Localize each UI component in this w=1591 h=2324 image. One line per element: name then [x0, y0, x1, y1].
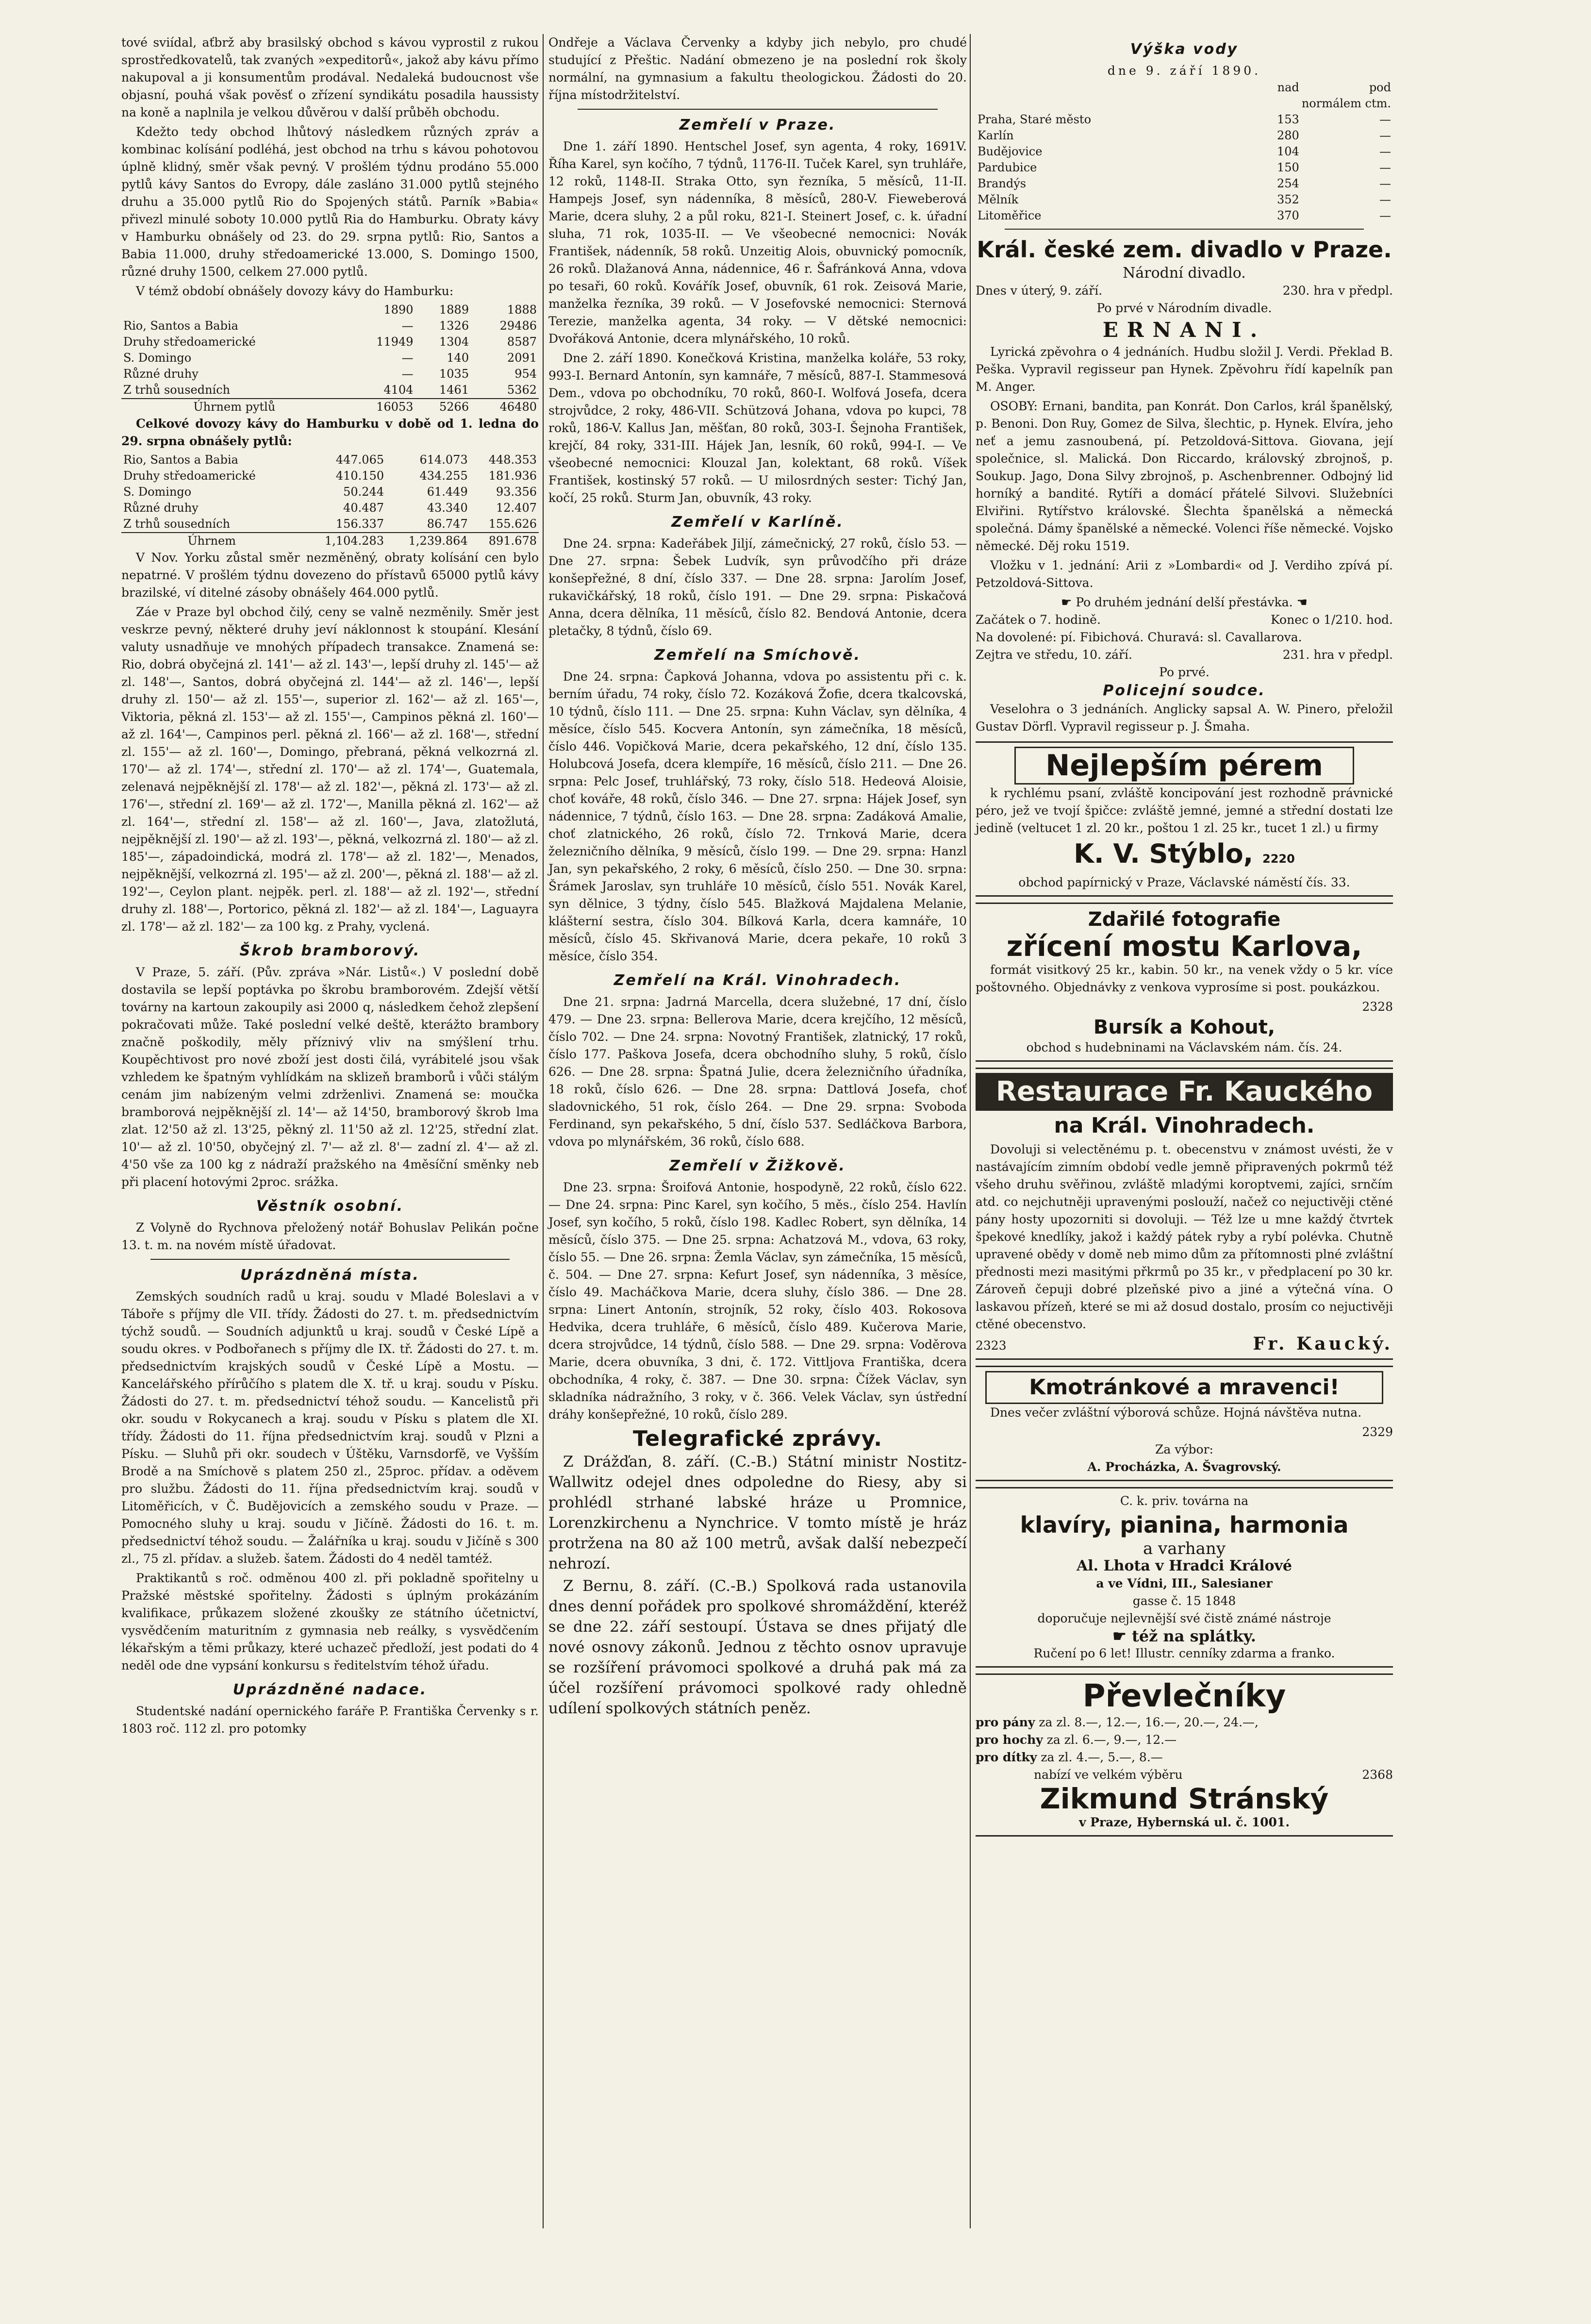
table-cell: 1,104.283 — [324, 534, 384, 548]
advert-footer: Ručení po 6 let! Illustr. cenníky zdarma a franko. — [1033, 1646, 1335, 1660]
divider — [150, 1259, 510, 1260]
paragraph: Kdežto tedy obchod lhůtový následkem různých zpráv a kombinac kolísání podléhá, jest obchod na trhu s kávou pohotovou úplně klidný, směr však pevný. V prošlém týdnu prodáno 55.000 pytlů kávy Santos do Evropy, dále zasláno 31.000 pytlů stejného druhu a 35.000 pytlů Rio do Spojených států. Parník »Babia« přivezl minulé soboty 10.000 pytlů Ria do Hamburku. Obraty kávy v Hamburku obnášely od 23. do 29. srpna pytlů: Rio, Santos a Babia 11.000, druhy středoamerické 13.000, S. Domingo 1500, různé druhy 1500, celkem 27.000 pytlů. — [121, 125, 539, 279]
advert-restaurant — [976, 1068, 1393, 1360]
advert-number: 2368 — [1362, 1768, 1393, 1782]
advert-number: 2329 — [1362, 1425, 1393, 1439]
table-row — [976, 208, 1393, 224]
table-cell — [976, 80, 1208, 96]
table-cell: — — [401, 351, 414, 365]
intermission-note — [976, 594, 1393, 611]
play-title: Policejní soudce. — [1103, 682, 1266, 699]
advert-firm: Zikmund Stránský — [1040, 1782, 1329, 1815]
table-cell: — — [1379, 129, 1391, 142]
advert-number: 2328 — [1362, 1000, 1393, 1014]
paragraph: Dne 24. srpna: Čapková Johanna, vdova po assistentu při c. k. berním úřadu, 74 roky, číslo 72. Kozáková Žofie, dcera tkalcovská, 10 týdnů, číslo 111. — Dne 25. srpna: Kuhn Václav, syn dělníka, 4 měsíce, číslo 545. Kocvera Antonín, syn zámečníka, 18 měsíců, číslo 446. Vopičková Marie, dcera pekařského, 12 dní, číslo 135. Holubcová Josefa, dcera klempíře, 16 měsíců, číslo 211. — Dne 26. srpna: Pelc Josef, truhlářský, 73 roky, číslo 518. Hedeová Aloisie, choť kováře, 48 roků, číslo 346. — Dne 27. srpna: Hájek Josef, syn nádennice, 7 týdnů, číslo 163. — Dne 28. srpna: Zadáková Amalie, choť zlatnického, 26 roků, číslo 72. Trnková Marie, dcera železničního dělníka, 9 měsíců, číslo 199. — Dne 29. srpna: Hanzl Jan, syn pekařského, 2 roky, 6 měsíců, číslo 250. — Dne 30. srpna: Šrámek Jaroslav, syn truhláře 10 měsíců, číslo 551. Novák Karel, syn dělnice, 3 týdny, číslo 545. Blažková Majdalena Melanie, klášterní sestra, číslo 304. Bílková Karla, dcera kamnáře, 10 měsíců, číslo 45. Skřivanová Marie, dcera pekaře, 10 roků 3 měsíce, číslo 354. — [548, 669, 967, 963]
table-cell: Z trhů sousedních — [123, 383, 231, 397]
table-cell: 1890 — [383, 303, 414, 317]
table-row — [121, 382, 539, 399]
paragraph: Dne 23. srpna: Šroifová Antonie, hospodyně, 22 roků, číslo 622. — Dne 24. srpna: Pinc Karel, syn kočího, 5 měs., číslo 254. Havlín Josef, syn kočího, 5 roků, číslo 198. Kadlec Robert, syn dělníka, 14 měsíců, číslo 375. — Dne 25. srpna: Achatzová M., vdova, 63 roky, číslo 55. — Dne 26. srpna: Žemla Václav, syn zámečníka, 15 měsíců, č. 504. — Dne 27. srpna: Kefurt Josef, syn nádenníka, 3 měsíce, číslo 49. Macháčkova Marie, dcera sluhy, číslo 386. — Dne 28. srpna: Linert Antonín, strojník, 52 roky, číslo 403. Rokosova Hedvika, dcera truhláře, 6 měsíců, číslo 489. Kučerova Marie, dcera strojvůdce, 14 týdnů, číslo 588. — Dne 29. srpna: Voděrova Marie, dcera obuvníka, 3 dni, č. 172. Vittljova Františka, dcera obchodníka, 4 roky, č. 387. — Dne 30. srpna: Čížek Václav, syn skladníka nádražního, 3 roky, v č. 366. Velek Václav, syn ústřední dráhy konšepřežné, 10 roků, číslo 289. — [548, 1180, 967, 1421]
paragraph: Praktikantů s roč. odměnou 400 zl. při pokladně spořitelny u Pražské městské spořitelny. Žádosti s úplným prokázáním kvalifikace, průkazem složené zkoušky ze státního účetnictví, vysvědčením maturitním z gymnasia neb reálky, s vysvědčením lékařským a těmi průkazy, které uchazeč předloží, jest podati do 4 neděl ode dne vypsání konkursu s ředitelstvím téhož úřadu. — [121, 1571, 539, 1672]
section-heading: Uprázdněné nadace. — [232, 1681, 428, 1698]
paragraph: V Praze, 5. září. (Pův. zpráva »Nár. Listů«.) V poslední době dostavila se lepší poptávka po škrobu bramborovém. Zdejší větší továrny na kartoun zakoupily asi 2000 q, následkem čehož zlepšení pokračovati může. Také poslední velké deště, kterážto brambory značně poškodily, měly příznivý vliv na smýšlení trhu. Koupěchtivost pro nové zboží jest dosti čilá, vyrábitelé jsou však vzhledem ke špatným vyhlídkám na sklizeň bramborů i vůči stálým cenám jim nabízeným velmi zdrženlivi. Znamená se: moučka bramborová nejpěknější zl. 14'— až 14'50, bramborový škrob lma zlat. 12'50 až zl. 13'25, pěkný zl. 11'50 až zl. 12'25, střední zlat. 10'— až zl. 10'50, obyčejný zl. 7'— až zl. 8'— zadní zl. 4'— až zl. 4'50 vše za 100 kg z nádraží pražského na 4měsíční směnky neb při placení hotovými 2proc. srážka. — [121, 965, 539, 1189]
theatre-date: Dnes v úterý, 9. září. — [976, 284, 1103, 298]
advert-firm: Fr. Kaucký. — [1253, 1334, 1393, 1354]
table-cell: 46480 — [499, 400, 537, 414]
table-cell: 29486 — [499, 319, 537, 333]
advert-number: 1848 — [1205, 1594, 1236, 1608]
advert-subtitle: a varhany — [1143, 1539, 1226, 1558]
firm-name: K. V. Stýblo, — [1074, 838, 1254, 869]
table-header-row — [121, 302, 539, 318]
table-cell: 280 — [1276, 129, 1299, 142]
paragraph: Z Bernu, 8. září. (C.-B.) Spolková rada ustanovila dnes denní pořádek pro spolkové shromáždění, kteréž se dne 22. září sestoupí. Ústava se dnes přijatý dle nové osnovy zákonů. Jednou z těchto osnov upravuje se rozšíření právomoci spolkové a druhá pak má za účel rozšíření právomoci spolkové rady ohledně udílení spolkových státních peněz. — [548, 1577, 967, 1717]
table-cell: 12.407 — [496, 501, 537, 515]
water-level-table — [976, 80, 1393, 224]
table-cell: — — [1379, 209, 1391, 222]
advert-number: 2323 — [976, 1338, 1007, 1353]
advert-club — [976, 1366, 1393, 1481]
table-cell: S. Domingo — [123, 485, 192, 499]
advert-installments — [976, 1627, 1393, 1645]
table-cell: — — [401, 367, 414, 381]
advert-note-line — [976, 1766, 1393, 1784]
table-row — [121, 366, 539, 382]
advert-text: Dovoluji si velectěnému p. t. obecenstvu v známost uvésti, že v nastávajícím zimním období vedle jemně připravených pokrmů též všeho druhu svěřinou, zvláště mladými koroptvemi, zajíci, srnčím atd. co nejchutněji upravenými poslouží, načež co nejuctivěji ctěné pány hosty upozorniti si dovoluji. — Též lze u mne každý čtvrtek špekové knedlíky, jakož i každý pátek ryby a rybí polévka. Chutně upravené obědy v domě neb mimo dům za přítomnosti plné zvláštní přednosti mezi masitými přkrmů po 35 kr., v předplacení po 30 kr. Zároveň čepuji dobré plzeňské pivo a jiné a výtečná vína. O laskavou přízeň, které se mi až dosud dostalo, prosím co nejuctivěji ctěné obecenstvo. — [976, 1142, 1393, 1331]
price-values: za zl. 4.—, 5.—, 8.— — [1041, 1750, 1163, 1764]
advert-firm: Bursík a Kohout, — [1093, 1016, 1276, 1038]
advert-address-2 — [976, 1592, 1393, 1610]
table-cell: 16053 — [376, 400, 414, 414]
advert-text: k rychlému psaní, zvláště koncipování jest rozhodně právnické péro, jež ve tvojí špičce: zvláště jemné, jemné a střední dostati lze jedině (veltucet 1 zl. 20 kr., poštou 1 zl. 25 kr., tucet 1 zl.) u firmy — [976, 786, 1393, 835]
table-row — [976, 144, 1393, 160]
advert-pianos — [976, 1487, 1393, 1668]
pointing-hand-icon: ☚ — [1293, 595, 1308, 609]
table-cell: 61.449 — [427, 485, 468, 499]
table-cell: 140 — [447, 351, 469, 365]
advert-address: v Praze, Hybernská ul. č. 1001. — [1078, 1815, 1290, 1829]
table-cell: 181.936 — [488, 469, 537, 483]
pointing-hand-icon: ☛ — [1061, 595, 1076, 609]
advert-signature — [976, 1335, 1393, 1354]
table-row — [976, 128, 1393, 144]
table-row — [121, 468, 539, 484]
table-cell: 891.678 — [488, 534, 537, 548]
table-cell: Rio, Santos a Babia — [123, 453, 238, 467]
table-cell: 93.356 — [496, 485, 537, 499]
table-cell: 434.255 — [419, 469, 468, 483]
paragraph: V témž období obnášely dovozy kávy do Hamburku: — [136, 284, 454, 298]
column-2 — [548, 34, 967, 1721]
advert-address: obchod papírnický v Praze, Václavské náměstí čís. 33. — [1018, 875, 1350, 889]
theatre-subheading: Národní divadlo. — [1123, 265, 1246, 282]
theatre-note: Po prvé v Národním divadle. — [1096, 301, 1272, 315]
table-row — [121, 334, 539, 350]
price-row — [976, 1714, 1393, 1731]
table-cell: 614.073 — [419, 453, 468, 467]
section-heading: Škrob bramborový. — [239, 942, 421, 959]
advert-photos — [976, 903, 1393, 1062]
table-cell: 5362 — [507, 383, 537, 397]
advert-text: formát visitkový 25 kr., kabin. 50 kr., na venek vždy o 5 kr. více poštovného. Objednávky z venkova vyprosíme si post. poukázkou. — [976, 963, 1393, 994]
table-cell: normálem ctm. — [1301, 97, 1391, 110]
table-cell: Budějovice — [978, 145, 1043, 158]
table-cell — [121, 302, 348, 318]
table-header-row — [976, 80, 1393, 96]
column-3 — [976, 34, 1393, 1842]
tomorrow-performance-number: 231. hra v předpl. — [1282, 648, 1393, 662]
advert-title: Restaurace Fr. Kauckého — [976, 1073, 1393, 1111]
advert-note: nabízí ve velkém výběru — [1034, 1768, 1183, 1782]
table-cell: 1035 — [439, 367, 469, 381]
table-row — [121, 452, 539, 468]
table-total-row — [121, 533, 539, 549]
advert-firm — [976, 839, 1393, 874]
advert-headline: zřícení mostu Karlova, — [1006, 930, 1362, 963]
table-cell: 1,239.864 — [408, 534, 468, 548]
paragraph: Dne 21. srpna: Jadrná Marcella, dcera služebné, 17 dní, číslo 479. — Dne 23. srpna: Bellerova Marie, dcera krejčího, 12 měsíců, číslo 702. — Dne 24. srpna: Novotný František, zlatnický, 17 roků, číslo 177. Paškova Josefa, dcera obchodního sluhy, 5 roků, číslo 626. — Dne 28. srpna: Špatná Julie, dcera železničního úřadníka, 18 roků, číslo 626. — Dne 28. srpna: Dattlová Josefa, choť sladovnického, 51 rok, číslo 264. — Dne 29. srpna: Svoboda Ferdinand, syn pekařského, 5 dní, číslo 537. Sedláčkova Barbora, vdova po mlynářském, 36 roků, číslo 688. — [548, 995, 967, 1149]
section-heading: Zemřelí v Karlíně. — [671, 514, 844, 531]
table-cell: 8587 — [507, 335, 537, 349]
section-heading: Zemřelí v Praze. — [679, 117, 836, 134]
table-header-row — [976, 96, 1393, 112]
table-row — [121, 516, 539, 533]
advert-subtitle: na Král. Vinohradech. — [1054, 1113, 1315, 1138]
table-row — [121, 500, 539, 516]
table-cell: 50.244 — [343, 485, 384, 499]
paragraph: Z Drážďan, 8. září. (C.-B.) Státní ministr Nostitz-Wallwitz odejel dnes odpoledne do Riesy, aby si prohlédl strhané labské hráze u Promnice, Lorenzkirchenu a Nynchrice. V tomto místě je hráz protržena na 80 až 100 metrů, avšak další nebezpečí nehrozí. — [548, 1453, 967, 1572]
advert-coats — [976, 1673, 1393, 1837]
table-cell: 11949 — [376, 335, 414, 349]
table-cell: 1889 — [439, 303, 469, 317]
paragraph: V Nov. Yorku zůstal směr nezměněný, obraty kolísání cen bylo nepatrné. V prošlém týdnu dovezeno do přístavů 65000 pytlů kávy brazilské, ví ditelné zásoby obnášely 464.000 pytlů. — [121, 551, 539, 600]
table-cell: 370 — [1276, 209, 1299, 222]
price-label: pro pány — [976, 1715, 1035, 1729]
price-label: pro hochy — [976, 1733, 1043, 1747]
table-cell: — — [1379, 145, 1391, 158]
opera-title: ERNANI. — [1102, 318, 1266, 342]
installments-text: též na splátky. — [1131, 1627, 1256, 1645]
price-row — [976, 1731, 1393, 1749]
advert-address: a ve Vídni, III., Salesianer — [1096, 1576, 1273, 1590]
table-cell: Praha, Staré město — [978, 113, 1092, 126]
advert-text: Dnes večer zvláštní výborová schůze. Hojná návštěva nutna. — [990, 1405, 1362, 1420]
table-cell: 5266 — [439, 400, 469, 414]
table-cell: 43.340 — [427, 501, 468, 515]
table-row — [976, 160, 1393, 176]
table-cell: Různé druhy — [123, 367, 199, 381]
table-cell: 4104 — [383, 383, 414, 397]
paragraph: Z Volyně do Rychnova přeložený notář Bohuslav Pelikán počne 13. t. m. na novém místě úřadovat. — [121, 1221, 539, 1252]
table-cell: Litoměřice — [978, 209, 1042, 222]
theatre-performance-number: 230. hra v předpl. — [1282, 284, 1393, 298]
section-heading: Zemřelí na Král. Vinohradech. — [613, 972, 902, 989]
section-heading: Zemřelí na Smíchově. — [654, 647, 861, 664]
column-rule — [970, 34, 971, 2228]
paragraph: Vložku v 1. jednání: Arii z »Lombardi« od J. Verdiho zpívá pí. Petzoldová-Sittova. — [976, 558, 1393, 590]
table-cell: 1888 — [507, 303, 537, 317]
advert-text: doporučuje nejlevnější své čistě známé nástroje — [1037, 1611, 1331, 1625]
table-cell: 254 — [1276, 177, 1299, 190]
table-row — [121, 318, 539, 334]
address-part: gasse č. 15 — [1132, 1594, 1201, 1608]
paragraph: Studentské nadání opernického faráře P. Františka Červenky s r. 1803 roč. 112 zl. pro potomky — [121, 1704, 539, 1736]
table-cell: — — [1379, 193, 1391, 206]
table-cell: 448.353 — [488, 453, 537, 467]
water-level-date: dne 9. září 1890. — [1107, 64, 1261, 78]
table-row — [976, 176, 1393, 192]
paragraph: Zemských soudních radů u kraj. soudu v Mladé Boleslavi a v Táboře s příjmy dle VII. třídy. Žádosti do 27. t. m. předsednictvím týchž soudů. — Soudních adjunktů u kraj. soudů v České Lípě a soudu okres. v Podbořanech s příjmy dle IX. tř. Žádosti do 27. t. m. předsednictvím krajských soudů v České Lípě a Mostu. — Kancelářského přírůčího s platem dle X. tř. u kraj. soudu v Písku. Žádosti do 27. t. m. předsednictví téhož soudu. — Kancelistů při okr. soudu v Rokycanech a kraj. soudu v Písku s platem dle XI. třídy. Žádosti do 11. října předsednictvím kraj. soudů v Plzni a Písku. — Sluhů při okr. soudech v Úštěku, Varnsdorfě, ve Vyšším Brodě a na Smíchově s platem 250 zl., 25proc. přídav. a oděvem pro službu. Žádosti do 11. října předsednictvím kraj. soudů v Litoměřicích, v Č. Budějovicích a zemského soudu v Praze. — Pomocného sluhy u kraj. soudu v Jičíně. Žádosti do 16. t. m. předsednictví téhož soudu. — Žalářníka u kraj. soudu v Jičíně s 300 zl., 75 zl. přídav. a služeb. šatem. Žádosti do 4 neděl tamtéž. — [121, 1289, 539, 1566]
tomorrow-line — [976, 646, 1393, 664]
table-cell: Karlín — [978, 129, 1014, 142]
table-cell: 86.747 — [427, 517, 468, 531]
advert-names: A. Procházka, A. Švagrovský. — [1087, 1460, 1281, 1474]
table-cell: Pardubice — [978, 161, 1037, 174]
price-label: pro dítky — [976, 1750, 1037, 1764]
price-values: za zl. 8.—, 12.—, 16.—, 20.—, 24.—, — [1039, 1715, 1259, 1729]
advert-title: Kmotránkové a mravenci! — [985, 1371, 1383, 1404]
table-cell: 410.150 — [335, 469, 384, 483]
column-rule — [543, 34, 544, 2228]
table-cell: — — [1379, 161, 1391, 174]
table-cell: 104 — [1276, 145, 1299, 158]
section-heading: Věstník osobní. — [256, 1198, 404, 1215]
table-cell: 1304 — [439, 335, 469, 349]
pointing-hand-icon: ☛ — [1112, 1627, 1132, 1645]
paragraph: Dne 24. srpna: Kadeřábek Jiljí, zámečnický, 27 roků, číslo 53. — Dne 27. srpna: Šebek Ludvík, syn průvodčího při dráze konšepřežné, 8 dní, číslo 337. — Dne 28. srpna: Jarolím Josef, rukavičkářský, 18 roků, číslo 191. — Dne 29. srpna: Piskačová Anna, dcera dělníka, 11 měsíců, číslo 82. Bendová Antonie, dcera pletačky, 8 týdnů, číslo 69. — [548, 536, 967, 638]
divider — [1005, 229, 1364, 230]
advert-pen — [976, 741, 1393, 897]
import-table-1 — [121, 302, 539, 415]
table-cell: Úhrnem — [187, 534, 236, 548]
table-cell: Úhrnem pytlů — [193, 400, 276, 414]
paragraph: OSOBY: Ernani, bandita, pan Konrát. Don Carlos, král španělský, p. Benoni. Don Ruy, Gomez de Silva, šlechtic, p. Hynek. Elvíra, jeho neť a jemu zasnoubená, pí. Petzoldová-Sittova. Giovana, její společnice, sl. Malická. Don Riccardo, královský zbrojnoš, p. Soukup. Jago, Dona Silvy zbrojnoš, p. Aschenbrenner. Odbojný lid horníký a bandité. Rytíři a domácí přátelé Silvovi. Služebníci Elviřini. Rytířstvo královské. Šlechta španělská a německá společná. Dámy španělské a německé. Volenci říše německé. Vojsko německé. Děj roku 1519. — [976, 399, 1393, 553]
table-row — [121, 484, 539, 500]
advert-title: Převlečníky — [1082, 1678, 1286, 1714]
table-cell: S. Domingo — [123, 351, 192, 365]
paragraph: Dne 1. září 1890. Hentschel Josef, syn agenta, 4 roky, 1691V. Říha Karel, syn kočího, 7 týdnů, 1176-II. Tuček Karel, syn truhláře, 12 roků, 1148-II. Straka Otto, syn řezníka, 5 měsíců, 11-II. Hampejs Josef, syn nádenníka, 8 měsíců, 280-V. Fieweberová Marie, dcera sluhy, 2 a půl roku, 821-I. Steinert Josef, c. k. úřadní sluha, 71 rok, 1035-II. — Ve všeobecné nemocnici: Novák František, nádenník, 58 roků. Unzeitig Alois, obuvnický pomocník, 26 roků. Dlažanová Anna, nádennice, 46 r. Šafránková Anna, vdova po tesaři, 60 roků. Kovářík Josef, obuvník, 61 rok. Zeisová Marie, manželka řezníka, 39 roků. — V Josefovské nemocnici: Sternová Terezie, manželka agenta, 34 roky. — V dětské nemocnici: Dvořáková Antonie, dcera mlynářského, 10 roků. — [548, 139, 967, 346]
start-time: Začátek o 7. hodině. — [976, 613, 1101, 627]
table-cell: 1461 — [439, 383, 469, 397]
table-cell: Z trhů sousedních — [123, 517, 231, 531]
table-cell: — — [401, 319, 414, 333]
table-cell: Různé druhy — [123, 501, 199, 515]
table-cell: Druhy středoamerické — [123, 469, 256, 483]
advert-title: Nejlepším pérem — [1014, 747, 1354, 785]
table-cell: Brandýs — [978, 177, 1027, 190]
table-cell: 2091 — [507, 351, 537, 365]
paragraph: tové sviídal, aťbrž aby brasilský obchod s kávou vyprostil z rukou sprostředkovatelů, tak zvaných »expeditorů«, jakož aby kávu přímo nakupoval a ji konsumentům prodával. Nedaleká budoucnost vše objasní, pouhá však pověsť o zřízení syndikátu posadila haussisty na koně a naplnila je velkou důvěrou v další průběh obchodu. — [121, 35, 539, 119]
column-1 — [121, 34, 539, 1739]
table-cell: Rio, Santos a Babia — [123, 319, 238, 333]
table-row — [976, 192, 1393, 208]
advert-firm: Al. Lhota v Hradci Králové — [1076, 1557, 1292, 1574]
advert-address: obchod s hudebninami na Václavském nám. čís. 24. — [1026, 1040, 1342, 1054]
tomorrow-date: Zejtra ve středu, 10. září. — [976, 648, 1132, 662]
section-heading: Zemřelí v Žižkově. — [669, 1157, 846, 1174]
table-cell: 40.487 — [343, 501, 384, 515]
import-table-2 — [121, 452, 539, 549]
table-cell: pod — [1369, 81, 1391, 94]
table-cell: — — [1379, 177, 1391, 190]
paragraph: Dne 2. září 1890. Konečková Kristina, manželka koláře, 53 roky, 993-I. Bernard Antonín, syn kamnáře, 7 měsíců, 887-I. Stammesová Dem., vdova po obchodníku, 70 roků, 860-I. Wolfová Josefa, dcera strojvůdce, 2 roky, 486-VII. Schützová Johana, vdova po kupci, 78 roků, 186-V. Kallus Jan, měšťan, 80 roků, 303-I. Šejnoha František, krejčí, 84 roky, 331-III. Hájek Jan, lesník, 60 roků, 994-I. — Ve všeobecné nemocnici: Klouzal Jan, kolektant, 68 roků. Víšek František, kostinský 57 roků. — U milosrdných sester: Tichý Jan, kočí, 25 roků. Sturm Jan, obuvník, 43 roky. — [548, 351, 967, 505]
table-cell: 155.626 — [488, 517, 537, 531]
paragraph: Celkové dovozy kávy do Hamburku v době od 1. ledna do 29. srpna obnášely pytlů: — [121, 417, 539, 448]
table-cell: Druhy středoamerické — [123, 335, 256, 349]
section-heading: Uprázdněná místa. — [240, 1267, 420, 1284]
theatre-heading: Král. české zem. divadlo v Praze. — [977, 236, 1392, 263]
paragraph: Lyrická zpěvohra o 4 jednáních. Hudbu složil J. Verdi. Překlad B. Peška. Vypravil regisseur pan Hynek. Zpěvohru řídí kapelník pan M. Anger. — [976, 345, 1393, 394]
paragraph: Veselohra o 3 jednáních. Anglicky sapsal A. W. Pinero, přeložil Gustav Dörfl. Vypravil regisseur p. J. Šmaha. — [976, 702, 1393, 734]
table-cell: 352 — [1276, 193, 1299, 206]
section-heading: Výška vody — [1130, 41, 1239, 58]
table-cell: — — [1379, 113, 1391, 126]
end-time: Konec o 1/210. hod. — [1271, 613, 1393, 627]
price-row — [976, 1749, 1393, 1766]
paragraph: Ondřeje a Václava Červenky a kdyby jich nebylo, pro chudé studující z Přeštic. Nadání obmezeno je na poslední rok školy normální, na gymnasium a fakultu theologickou. Žádosti do 20. října místodržitelství. — [548, 35, 967, 102]
table-cell: nad — [1277, 81, 1299, 94]
divider — [578, 109, 938, 110]
table-cell: 153 — [1276, 113, 1299, 126]
table-row — [121, 350, 539, 366]
paragraph: Záe v Praze byl obchod čilý, ceny se valně nezměnily. Směr jest veskrze pevný, některé druhy jeví náklonnost k stoupání. Klesání valuty usnadňuje ve mnohých případech transakce. Znamená se: Rio, dobrá obyčejná zl. 141'— až zl. 143'—, lepší druhy zl. 145'— až zl. 148'—, Santos, dobrá obyčejná zl. 144'— až zl. 146'—, lepší druhy zl. 150'— až zl. 155'—, superior zl. 162'— až zl. 165'—, Viktoria, pěkná zl. 153'— až zl. 155'—, Campinos pěkná zl. 160'— až zl. 164'—, Campinos perl. pěkná zl. 166'— až zl. 168'—, střední zl. 155'— až zl. 160'—, Domingo, přebraná, pěkná velkozrná zl. 170'— až zl. 174'—, střední zl. 170'— až zl. 174'—, Guatemala, zelenavá nejpěknější zl. 178'— až zl. 182'—, pěkná zl. 173'— až zl. 176'—, střední zl. 169'— až zl. 172'—, Manilla pěkná zl. 162'— až zl. 164'—, střední zl. 158'— až zl. 160'—, Java, zlatožlutá, nejpěknější zl. 190'— až zl. 193'—, pěkná, velkozrná zl. 180'— až zl. 185'—, západoindická, modrá zl. 178'— až zl. 182'—, Menados, nejpěknější, velkozrná zl. 195'— až zl. 200'—, pěkná zl. 188'— až zl. 192'—, Ceylon plant. nejpěk. perl. zl. 188'— až zl. 192'—, střední druhy zl. 188'—, Portorico, pěkná zl. 182'— až zl. 184'—, Laguayra zl. 178'— až zl. 182'— za 100 kg. z Prahy, vyclená. — [121, 605, 539, 934]
advert-committee: Za výbor: — [1155, 1442, 1213, 1456]
advert-line: C. k. priv. továrna na — [1120, 1494, 1249, 1508]
section-heading: Telegrafické zprávy. — [633, 1426, 882, 1451]
table-cell: 954 — [514, 367, 537, 381]
start-end-line — [976, 611, 1393, 629]
advert-number: 2220 — [1262, 852, 1295, 866]
table-total-row — [121, 399, 539, 415]
advert-title: Zdařilé fotografie — [1088, 908, 1281, 931]
table-cell: 447.065 — [335, 453, 384, 467]
table-cell: Mělník — [978, 193, 1019, 206]
intermission-text: Po druhém jednání delší přestávka. — [1076, 595, 1293, 609]
theatre-date-line — [976, 282, 1393, 300]
leave-note: Na dovolené: pí. Fibichová. Churavá: sl. Cavallarova. — [976, 630, 1302, 644]
table-cell: 150 — [1276, 161, 1299, 174]
table-cell: 1326 — [439, 319, 469, 333]
price-values: za zl. 6.—, 9.—, 12.— — [1046, 1733, 1177, 1747]
advert-headline: klavíry, pianina, harmonia — [1020, 1512, 1349, 1538]
table-cell: 156.337 — [335, 517, 384, 531]
table-row — [976, 112, 1393, 128]
first-time-note: Po prvé. — [1159, 665, 1210, 679]
